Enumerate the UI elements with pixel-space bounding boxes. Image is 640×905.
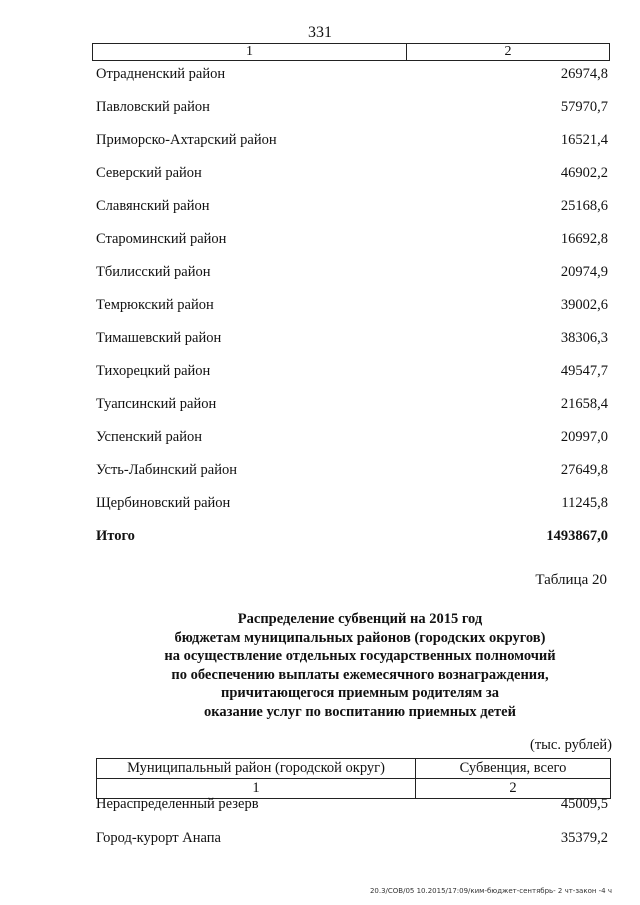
table1-header-col2: 2: [504, 44, 512, 59]
subvention-value: 26974,8: [560, 66, 608, 82]
subvention-value: 11245,8: [561, 495, 608, 511]
table-row: [96, 289, 610, 322]
district-name: Туапсинский район: [96, 396, 217, 412]
district-name: Нераспределенный резерв: [96, 796, 259, 812]
table-row: [96, 355, 610, 388]
district-name: Славянский район: [96, 198, 210, 214]
title-line: Распределение субвенций на 2015 год: [237, 611, 483, 627]
table-row: [96, 388, 610, 421]
table20-body: [96, 794, 610, 862]
subvention-value: 16521,4: [560, 132, 608, 148]
table-row: [96, 157, 610, 190]
total-value: 1493867,0: [546, 528, 608, 544]
district-name: Тимашевский район: [96, 330, 222, 346]
table-row: [96, 828, 610, 862]
table-row: [96, 190, 610, 223]
district-name: Усть-Лабинский район: [96, 462, 237, 478]
title-line: причитающегося приемным родителям за: [221, 685, 499, 701]
subvention-value: 39002,6: [560, 297, 608, 313]
units-label: (тыс. рублей): [530, 737, 612, 753]
section-title: [90, 610, 630, 721]
subvention-value: 16692,8: [560, 231, 608, 247]
table-row: [96, 91, 610, 124]
table1-header-col1: 1: [93, 44, 407, 60]
table-row: [96, 454, 610, 487]
table-row: [96, 58, 610, 91]
table-row: [96, 794, 610, 828]
subvention-value: 20974,9: [560, 264, 608, 280]
district-name: Щербиновский район: [96, 495, 231, 511]
total-label: Итого: [96, 528, 135, 544]
district-name: Город-курорт Анапа: [96, 830, 221, 846]
subvention-value: 45009,5: [560, 796, 608, 812]
column-header-district: Муниципальный район (городской округ): [97, 759, 416, 778]
subvention-value: 25168,6: [560, 198, 608, 214]
column-header-subvention: Субвенция, всего: [459, 760, 567, 776]
page-number: 331: [308, 24, 332, 41]
district-name: Успенский район: [96, 429, 202, 445]
subvention-value: 21658,4: [560, 396, 608, 412]
district-name: Темрюкский район: [96, 297, 214, 313]
subvention-value: 49547,7: [560, 363, 608, 379]
district-name: Приморско-Ахтарский район: [96, 132, 277, 148]
column-number-2: 2: [509, 780, 517, 796]
district-name: Тбилисский район: [96, 264, 211, 280]
subvention-value: 57970,7: [560, 99, 608, 115]
district-name: Северский район: [96, 165, 202, 181]
district-name: Павловский район: [96, 99, 210, 115]
table-row: [96, 256, 610, 289]
title-line: по обеспечению выплаты ежемесячного вознаграждения,: [171, 666, 549, 683]
subvention-value: 20997,0: [560, 429, 608, 445]
column-number-1: 1: [97, 779, 416, 798]
district-name: Тихорецкий район: [96, 363, 211, 379]
total-row: [96, 520, 610, 553]
subvention-value: 38306,3: [560, 330, 608, 346]
subvention-value: 27649,8: [560, 462, 608, 478]
table-row: [96, 124, 610, 157]
table-row: [96, 487, 610, 520]
district-name: Староминский район: [96, 231, 227, 247]
table-caption: Таблица 20: [535, 572, 607, 588]
title-line: оказание услуг по воспитанию приемных детей: [204, 703, 516, 720]
subvention-value: 35379,2: [560, 830, 608, 846]
title-line: бюджетам муниципальных районов (городских округов): [174, 629, 546, 646]
table20-header: [96, 758, 611, 799]
document-footer: 20.3/СОВ/05 10.2015/17:09/ким-бюджет-сентябрь- 2 чт-закон -4 ч: [369, 887, 612, 895]
table1-body: [96, 58, 610, 553]
subvention-value: 46902,2: [560, 165, 608, 181]
table-row: [96, 421, 610, 454]
table-row: [96, 322, 610, 355]
title-line: на осуществление отдельных государственных полномочий: [164, 648, 556, 664]
table-row: [96, 223, 610, 256]
table20-header-row: [97, 759, 610, 778]
district-name: Отрадненский район: [96, 66, 226, 82]
